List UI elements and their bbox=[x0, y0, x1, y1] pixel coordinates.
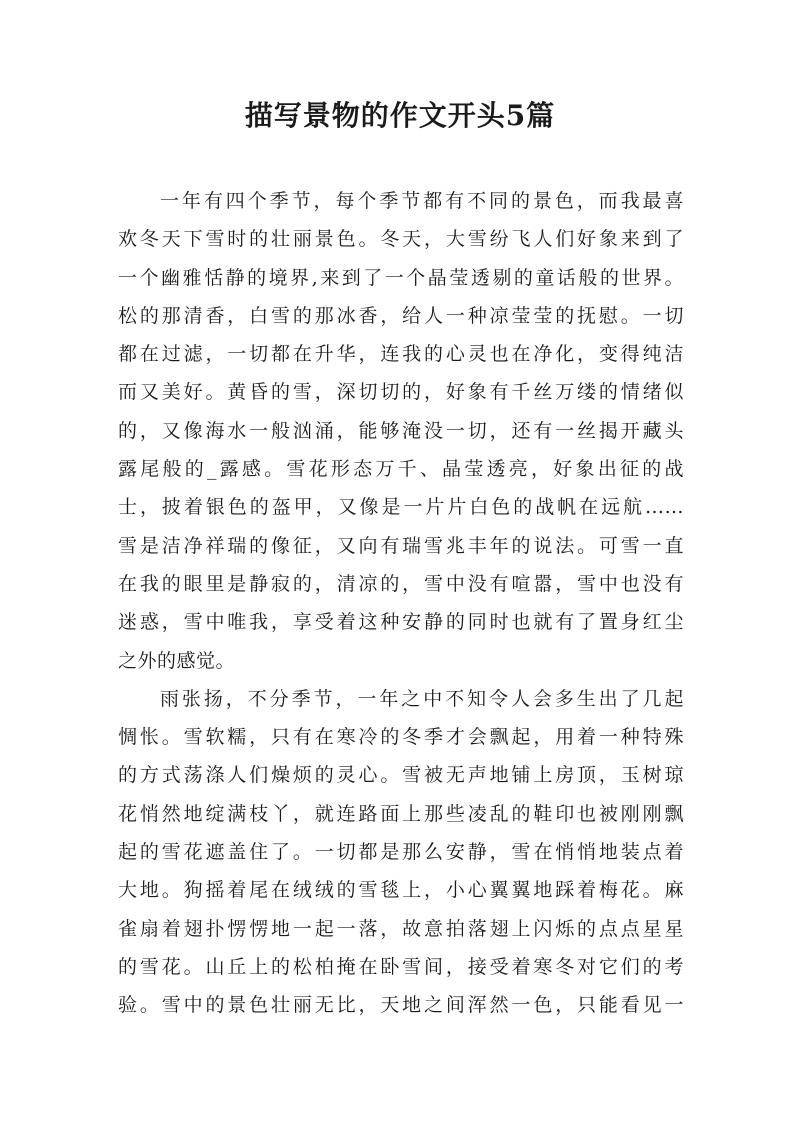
paragraph-line: 之外的感觉。 bbox=[118, 649, 236, 672]
paragraph-line: 大地。狗摇着尾在绒绒的雪毯上，小心翼翼地踩着梅花。麻 bbox=[118, 879, 684, 902]
paragraph-line: 起的雪花遮盖住了。一切都是那么安静，雪在悄悄地装点着 bbox=[118, 841, 684, 864]
paragraph-line: 一年有四个季节，每个季节都有不同的景色，而我最喜 bbox=[160, 190, 684, 212]
paragraph-line: 验。雪中的景色壮丽无比，天地之间浑然一色，只能看见一 bbox=[118, 994, 684, 1017]
document-body bbox=[118, 182, 684, 1025]
paragraph-line: 雀扇着翅扑愣愣地一起一落，故意拍落翅上闪烁的点点星星 bbox=[118, 917, 684, 940]
paragraph-line: 惆怅。雪软糯，只有在寒冷的冬季才会飘起，用着一种特殊 bbox=[118, 726, 684, 749]
paragraph-line: 士，披着银色的盔甲，又像是一片片白色的战帆在远航…… bbox=[118, 496, 684, 519]
paragraph-line: 迷惑，雪中唯我，享受着这种安静的同时也就有了置身红尘 bbox=[118, 611, 684, 634]
paragraph bbox=[118, 680, 684, 1025]
paragraph-line: 花悄然地绽满枝丫，就连路面上那些凌乱的鞋印也被刚刚飘 bbox=[118, 802, 684, 825]
paragraph-line: 松的那清香，白雪的那冰香，给人一种凉莹莹的抚慰。一切 bbox=[118, 304, 684, 327]
paragraph-line: 雨张扬，不分季节，一年之中不知令人会多生出了几起 bbox=[160, 687, 684, 710]
document-title: 描写景物的作文开头5篇 bbox=[244, 99, 556, 132]
paragraph-line: 的，又像海水一般汹涌，能够淹没一切，还有一丝揭开藏头 bbox=[118, 419, 684, 442]
paragraph-line: 雪是洁净祥瑞的像征，又向有瑞雪兆丰年的说法。可雪一直 bbox=[118, 534, 684, 557]
paragraph-line: 的方式荡涤人们燥烦的灵心。雪被无声地铺上房顶，玉树琼 bbox=[118, 764, 684, 787]
paragraph-line: 欢冬天下雪时的壮丽景色。冬天，大雪纷飞人们好象来到了 bbox=[118, 228, 684, 251]
paragraph-line: 的雪花。山丘上的松柏掩在卧雪间，接受着寒冬对它们的考 bbox=[118, 955, 684, 978]
paragraph-line: 都在过滤，一切都在升华，连我的心灵也在净化，变得纯洁 bbox=[118, 343, 684, 366]
paragraph-line: 露尾般的_露感。雪花形态万千、晶莹透亮，好象出征的战 bbox=[118, 458, 684, 481]
paragraph bbox=[118, 182, 684, 680]
paragraph-line: 一个幽雅恬静的境界,来到了一个晶莹透剔的童话般的世界。 bbox=[118, 266, 684, 289]
paragraph-line: 在我的眼里是静寂的，清凉的，雪中没有喧嚣，雪中也没有 bbox=[118, 572, 684, 595]
paragraph-line: 而又美好。黄昏的雪，深切切的，好象有千丝万缕的情绪似 bbox=[118, 381, 684, 404]
